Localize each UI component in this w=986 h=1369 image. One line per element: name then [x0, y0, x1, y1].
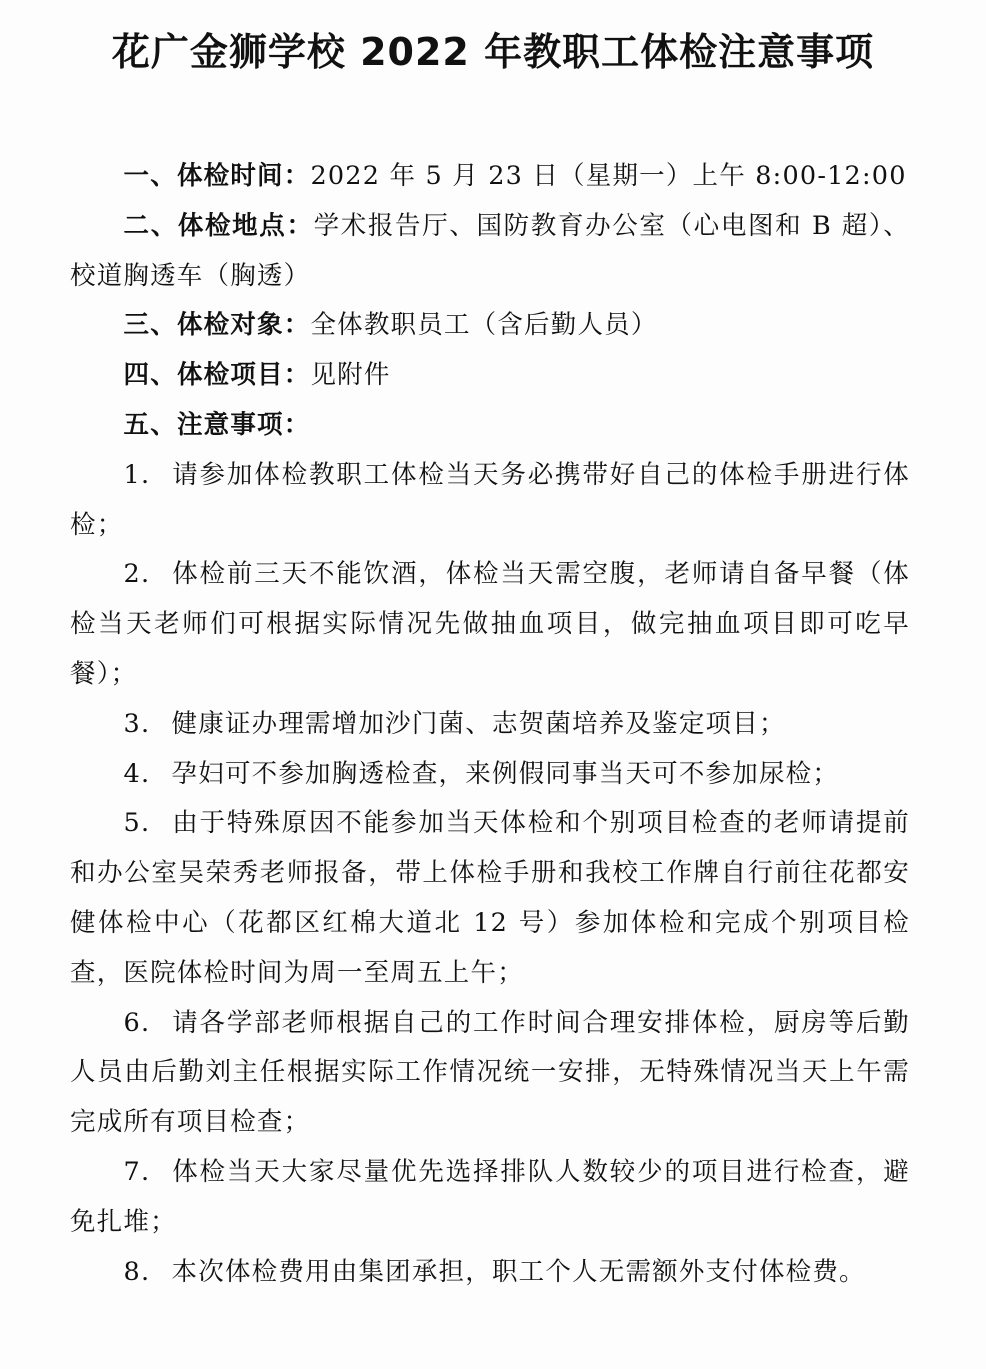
note-number: 5. — [123, 808, 151, 839]
note-number: 2. — [123, 559, 151, 590]
note-number: 8. — [123, 1256, 151, 1287]
section-heading: 三、体检对象： — [123, 310, 311, 341]
section-text: 学术报告厅、国防教育办公室（心电图和 B 超）、校道胸透车（胸透） — [70, 210, 910, 291]
section-heading: 一、体检时间： — [123, 161, 311, 191]
note-number: 7. — [123, 1156, 151, 1187]
note-item — [70, 700, 910, 750]
section-text: 全体教职员工（含后勤人员） — [310, 310, 658, 341]
note-item — [70, 1148, 910, 1248]
note-item — [70, 550, 910, 699]
note-item — [70, 1248, 910, 1298]
section-heading: 五、注意事项： — [123, 409, 311, 440]
document-title: 花广金狮学校 2022 年教职工体检注意事项 — [111, 30, 875, 74]
note-text: 体检当天大家尽量优先选择排队人数较少的项目进行检查，避免扎堆； — [70, 1156, 910, 1237]
section-time — [70, 152, 910, 202]
note-item — [70, 999, 910, 1148]
section-text: 见附件 — [310, 360, 391, 391]
note-number: 1. — [123, 459, 151, 490]
document-body — [70, 152, 910, 1297]
note-text: 本次体检费用由集团承担，职工个人无需额外支付体检费。 — [171, 1256, 866, 1287]
note-text: 体检前三天不能饮酒，体检当天需空腹，老师请自备早餐（体检当天老师们可根据实际情况先做抽血项目，做完抽血项目即可吃早餐）； — [70, 559, 910, 689]
note-text: 请各学部老师根据自己的工作时间合理安排体检，厨房等后勤人员由后勤刘主任根据实际工作情况统一安排，无特殊情况当天上午需完成所有项目检查； — [70, 1007, 910, 1138]
note-item — [70, 750, 910, 800]
section-target — [70, 301, 910, 351]
section-items — [70, 351, 910, 401]
note-text: 健康证办理需增加沙门菌、志贺菌培养及鉴定项目； — [171, 708, 786, 739]
note-number: 6. — [123, 1007, 151, 1038]
section-location — [70, 202, 910, 302]
section-notes — [70, 401, 910, 451]
section-text: 2022 年 5 月 23 日（星期一）上午 8:00-12:00 — [310, 161, 907, 191]
note-text: 请参加体检教职工体检当天务必携带好自己的体检手册进行体检； — [70, 459, 910, 540]
note-number: 4. — [123, 758, 151, 789]
section-heading: 二、体检地点： — [123, 210, 314, 241]
section-heading: 四、体检项目： — [123, 360, 311, 391]
note-text: 孕妇可不参加胸透检查，来例假同事当天可不参加尿检； — [171, 758, 840, 789]
note-item — [70, 799, 910, 998]
note-number: 3. — [123, 708, 151, 739]
note-item — [70, 451, 910, 551]
note-text: 由于特殊原因不能参加当天体检和个别项目检查的老师请提前和办公室吴荣秀老师报备，带上体检手册和我校工作牌自行前往花都安健体检中心（花都区红棉大道北 12 号）参加体检和完成个别项目检查，医院体检时间为周一至周五上午； — [70, 808, 910, 988]
